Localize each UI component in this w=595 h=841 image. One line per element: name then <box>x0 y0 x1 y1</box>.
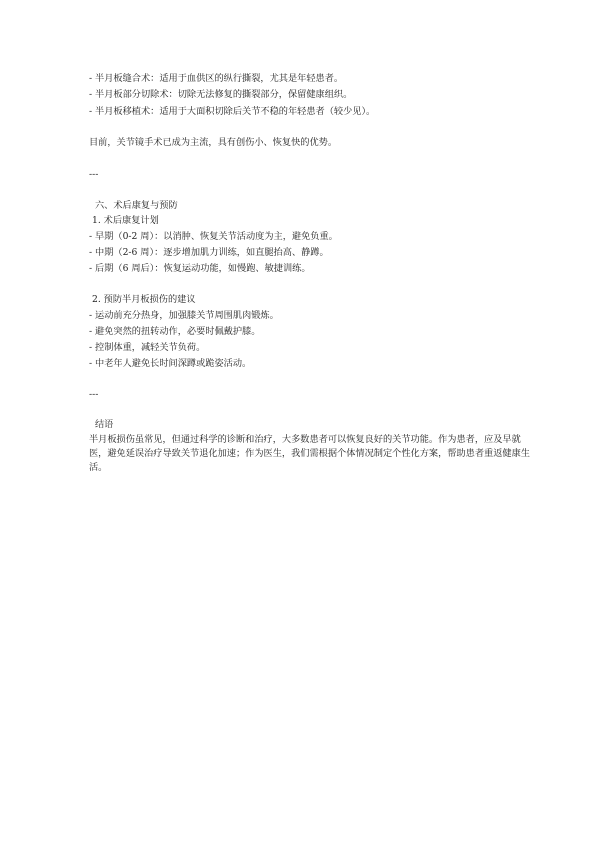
conclusion-paragraph: 半月板损伤虽常见，但通过科学的诊断和治疗，大多数患者可以恢复良好的关节功能。作为患者，应及早就医，避免延误治疗导致关节退化加速；作为医生，我们需根据个体情况制定个性化方案，帮助患者重返健康生活。 <box>89 434 530 473</box>
list-item: - 半月板缝合术：适用于血供区的纵行撕裂，尤其是年轻患者。 <box>89 73 344 84</box>
summary-paragraph: 目前，关节镜手术已成为主流，具有创伤小、恢复快的优势。 <box>89 137 338 148</box>
divider: --- <box>89 169 99 180</box>
section-heading: 六、术后康复与预防 <box>95 200 178 211</box>
list-item: - 中期（2-6 周）：逐步增加肌力训练，如直腿抬高、静蹲。 <box>89 247 329 258</box>
conclusion-heading: 结语 <box>95 419 114 430</box>
list-item: - 避免突然的扭转动作，必要时佩戴护膝。 <box>89 326 261 337</box>
list-item: - 后期（6 周后）：恢复运动功能，如慢跑、敏捷训练。 <box>89 263 311 274</box>
subsection-heading: 2. 预防半月板损伤的建议 <box>92 294 196 305</box>
list-item: - 控制体重，减轻关节负荷。 <box>89 342 206 353</box>
list-item: - 半月板部分切除术：切除无法修复的撕裂部分，保留健康组织。 <box>89 89 353 100</box>
list-item: - 早期（0-2 周）：以消肿、恢复关节活动度为主，避免负重。 <box>89 231 338 242</box>
list-item: - 半月板移植术：适用于大面积切除后关节不稳的年轻患者（较少见）。 <box>89 106 376 117</box>
divider: --- <box>89 389 99 400</box>
list-item: - 运动前充分热身，加强膝关节周围肌肉锻炼。 <box>89 310 279 321</box>
subsection-heading: 1. 术后康复计划 <box>92 215 159 226</box>
list-item: - 中老年人避免长时间深蹲或跪姿活动。 <box>89 358 252 369</box>
